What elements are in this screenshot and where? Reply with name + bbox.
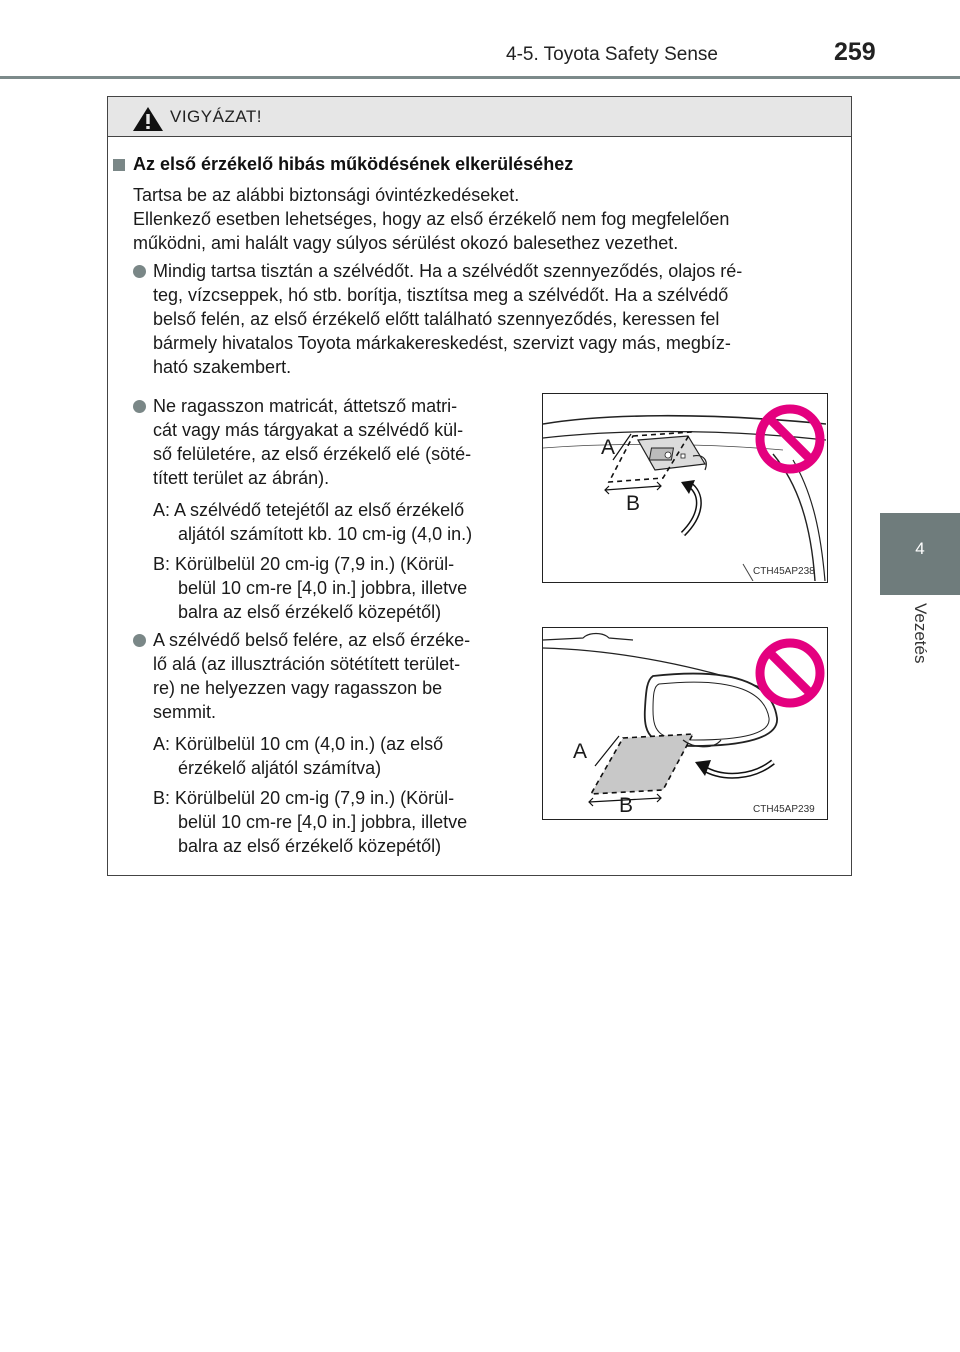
chapter-label: Vezetés	[911, 603, 930, 664]
bullet1-line-4: bármely hivatalos Toyota márkakereskedést, szervizt vagy más, megbíz-	[153, 333, 731, 353]
bullet3-a-line-2: érzékelő aljától számítva)	[178, 758, 382, 778]
intro-line-2: Ellenkező esetben lehetséges, hogy az első érzékelő nem fog megfelelően	[133, 209, 730, 229]
intro-line-3: működni, ami halált vagy súlyos sérülést okozó balesethez vezethet.	[133, 233, 679, 253]
bullet2-a-line-1: A: A szélvédő tetejétől az első érzékelő	[153, 500, 465, 520]
bullet2-a-line-2: aljától számított kb. 10 cm-ig (4,0 in.)	[178, 524, 473, 544]
chapter-label-area	[880, 595, 960, 698]
prohibition-icon	[755, 404, 825, 474]
warning-heading: Az első érzékelő hibás működésének elkerüléséhez	[133, 154, 574, 174]
bullet2-b-line-3: balra az első érzékelő közepétől)	[178, 602, 442, 622]
figure2-code: CTH45AP239	[753, 804, 815, 815]
bullet2-b-line-2: belül 10 cm-re [4,0 in.] jobbra, illetve	[178, 578, 468, 598]
bullet3-a-line-1: A: Körülbelül 10 cm (4,0 in.) (az első	[153, 734, 444, 754]
bullet2-line-1: Ne ragasszon matricát, áttetsző matri-	[153, 396, 458, 416]
heading-square-icon	[113, 159, 125, 171]
header-rule	[0, 76, 960, 79]
intro-line-1: Tartsa be az alábbi biztonsági óvintézkedéseket.	[133, 185, 520, 205]
bullet-dot-icon	[133, 400, 146, 413]
bullet2-line-2: cát vagy más tárgyakat a szélvédő kül-	[153, 420, 464, 440]
prohibition-icon	[755, 638, 825, 708]
bullet1-line-1: Mindig tartsa tisztán a szélvédőt. Ha a szélvédőt szennyeződés, olajos ré-	[153, 261, 743, 281]
figure2-label-a: A	[573, 740, 588, 763]
bullet2-line-4: tített terület az ábrán).	[153, 468, 330, 488]
figure1-label-a: A	[601, 436, 616, 459]
figure1-code: CTH45AP238	[753, 566, 815, 577]
figure-windshield-interior	[542, 627, 828, 820]
section-title: 4-5. Toyota Safety Sense	[506, 44, 718, 65]
chapter-tab[interactable]	[880, 513, 960, 595]
bullet3-b-line-3: balra az első érzékelő közepétől)	[178, 836, 442, 856]
warning-label: VIGYÁZAT!	[170, 107, 263, 126]
figure2-label-b: B	[619, 794, 634, 817]
bullet2-b-line-1: B: Körülbelül 20 cm-ig (7,9 in.) (Körül-	[153, 554, 455, 574]
bullet3-b-line-2: belül 10 cm-re [4,0 in.] jobbra, illetve	[178, 812, 468, 832]
chapter-number: 4	[915, 539, 925, 558]
bullet-dot-icon	[133, 265, 146, 278]
page-number: 259	[834, 38, 876, 66]
bullet3-b-line-1: B: Körülbelül 20 cm-ig (7,9 in.) (Körül-	[153, 788, 455, 808]
bullet-dot-icon	[133, 634, 146, 647]
bullet1-line-3: belső felén, az első érzékelő előtt található szennyeződés, keressen fel	[153, 309, 720, 329]
warning-triangle-icon	[132, 106, 164, 132]
bullet3-line-4: semmit.	[153, 702, 216, 722]
bullet2-line-3: ső felületére, az első érzékelő elé (söté-	[153, 444, 472, 464]
bullet1-line-5: ható szakembert.	[153, 357, 292, 377]
figure1-label-b: B	[626, 492, 641, 515]
bullet1-line-2: teg, vízcseppek, hó stb. borítja, tisztítsa meg a szélvédőt. Ha a szélvédő	[153, 285, 729, 305]
figure-windshield-exterior	[542, 393, 828, 583]
bullet3-line-1: A szélvédő belső felére, az első érzéke-	[153, 630, 471, 650]
bullet3-line-2: lő alá (az illusztráción sötétített terület-	[153, 654, 461, 674]
bullet3-line-3: re) ne helyezzen vagy ragasszon be	[153, 678, 443, 698]
warning-header	[108, 97, 851, 137]
